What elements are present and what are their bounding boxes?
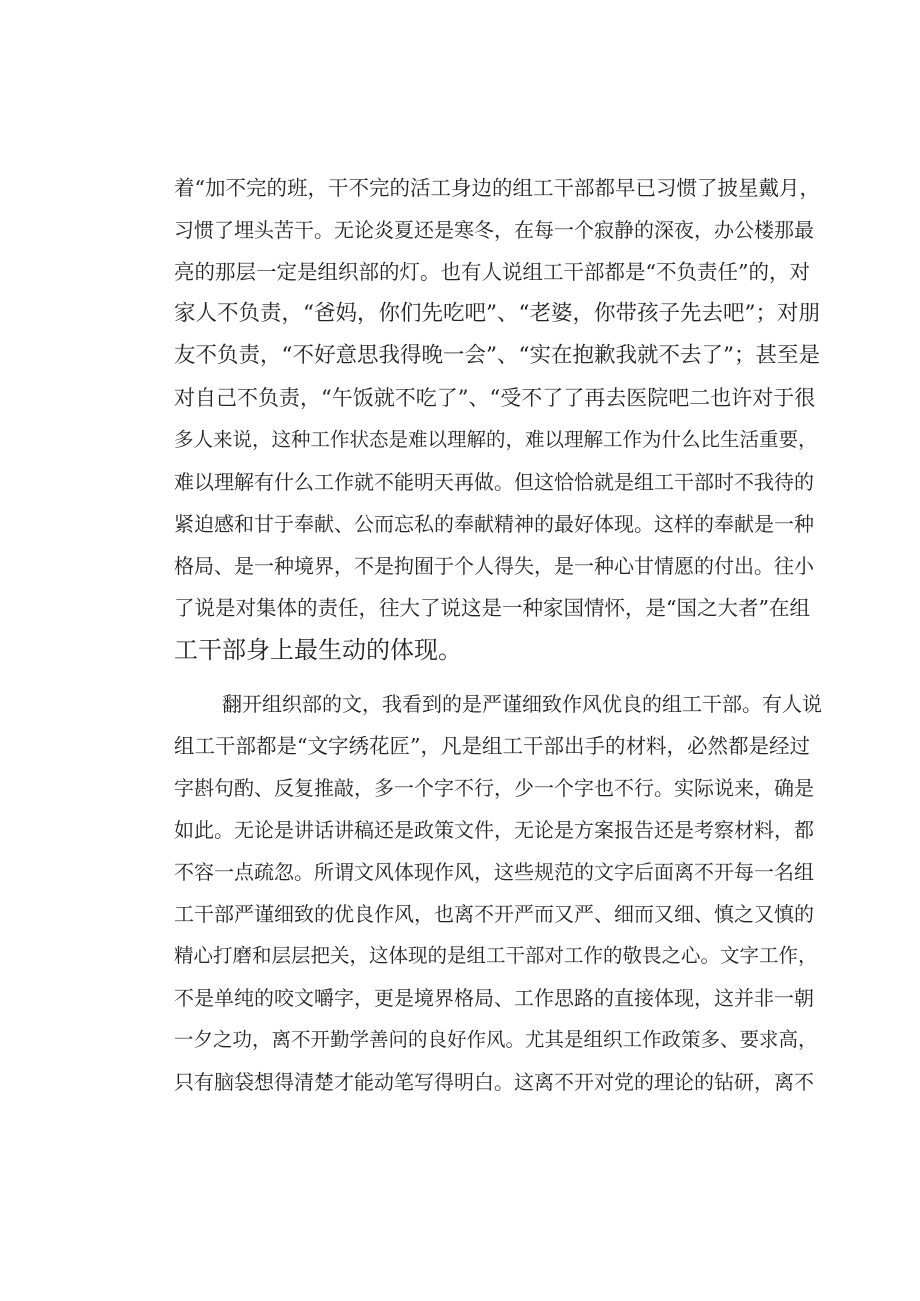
paragraph-1-line-4: 家人不负责，“爸妈，你们先吃吧”、“老婆，你带孩子先去吧”；对朋 bbox=[174, 301, 820, 326]
paragraph-2-line-9: 一夕之功，离不开勤学善问的良好作风。尤其是组织工作政策多、要求高， bbox=[174, 1028, 818, 1051]
paragraph-2-line-1: 翻开组织部的文，我看到的是严谨细致作风优良的组工干部。有人说 bbox=[222, 692, 822, 716]
paragraph-1-line-6: 对自己不负责，“午饭就不吃了”、“受不了了再去医院吧二也许对于很 bbox=[174, 386, 816, 410]
paragraph-1-line-3: 亮的那层一定是组织部的灯。也有人说组工干部都是“不负责任”的，对 bbox=[174, 260, 810, 284]
paragraph-1-line-8: 难以理解有什么工作就不能明天再做。但这恰恰就是组工干部时不我待的 bbox=[174, 470, 814, 494]
paragraph-2-line-3: 字斟句酌、反复推敲，多一个字不行，少一个字也不行。实际说来，确是 bbox=[174, 776, 814, 800]
paragraph-1-line-2: 习惯了埋头苦干。无论炎夏还是寒冬，在每一个寂静的深夜，办公楼那最 bbox=[174, 218, 814, 242]
paragraph-1-line-11: 了说是对集体的责任，往大了说这是一种家国情怀，是“国之大者”在组 bbox=[174, 596, 810, 620]
paragraph-1-line-9: 紧迫感和甘于奉献、公而忘私的奉献精神的最好体现。这样的奉献是一种 bbox=[174, 512, 814, 536]
paragraph-1-line-5: 友不负责，“不好意思我得晚一会”、“实在抱歉我就不去了”；甚至是 bbox=[174, 343, 820, 368]
paragraph-2-line-6: 工干部严谨细致的优良作风，也离不开严而又严、细而又细、慎之又慎的 bbox=[174, 902, 814, 926]
paragraph-2-line-4: 如此。无论是讲话讲稿还是政策文件，无论是方案报告还是考察材料，都 bbox=[174, 818, 814, 842]
paragraph-1-line-12: 工干部身上最生动的体现。 bbox=[174, 636, 462, 664]
paragraph-2-line-7: 精心打磨和层层把关，这体现的是组工干部对工作的敬畏之心。文字工作， bbox=[174, 944, 818, 967]
paragraph-1-line-7: 多人来说，这种工作状态是难以理解的，难以理解工作为什么比生活重要， bbox=[174, 428, 818, 451]
paragraph-2-line-5: 不容一点疏忽。所谓文风体现作风，这些规范的文字后面离不开每一名组 bbox=[174, 860, 814, 884]
paragraph-2-line-2: 组工干部都是“文字绣花匠”，凡是组工干部出手的材料，必然都是经过 bbox=[174, 734, 810, 758]
paragraph-2-line-10: 只有脑袋想得清楚才能动笔写得明白。这离不开对党的理论的钻研，离不 bbox=[174, 1070, 814, 1094]
paragraph-1-line-10: 格局、是一种境界，不是拘囿于个人得失，是一种心甘情愿的付出。往小 bbox=[174, 554, 814, 578]
paragraph-1-line-1: 着“加不完的班，干不完的活工身边的组工干部都早已习惯了披星戴月， bbox=[174, 176, 820, 200]
paragraph-2-line-8: 不是单纯的咬文嚼字，更是境界格局、工作思路的直接体现，这并非一朝 bbox=[174, 986, 814, 1010]
